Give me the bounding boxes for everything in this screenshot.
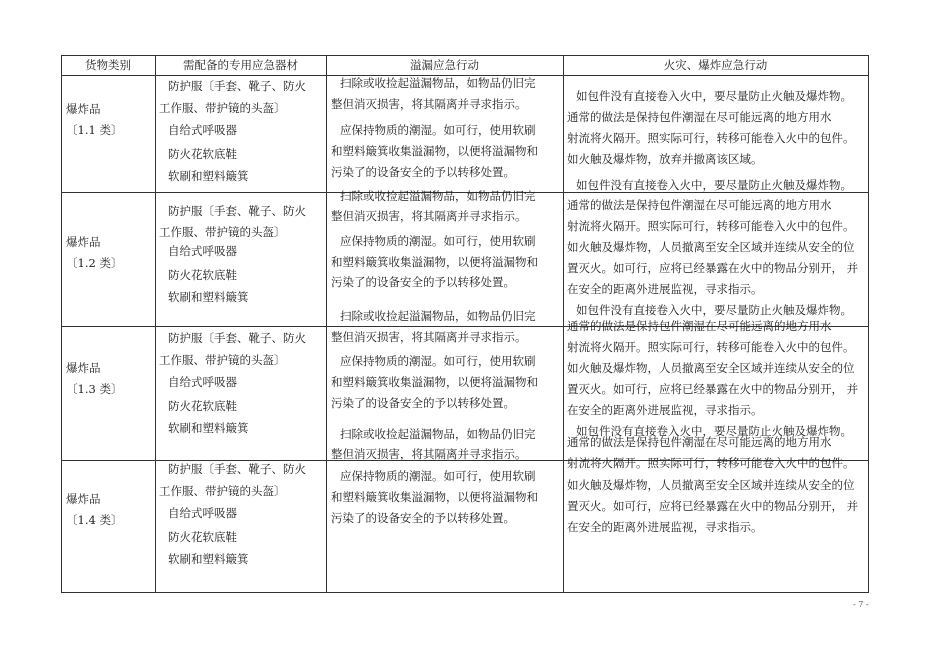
spill-line: 扫除或收捡起溢漏物品，如物品仍旧完 bbox=[340, 76, 536, 90]
fire-line: 通常的做法是保持包件潮湿在尽可能远离的地方用水 bbox=[567, 319, 832, 333]
spill-line: 扫除或收捡起溢漏物品，如物品仍旧完 bbox=[340, 189, 536, 203]
fire-line: 射流将火隔开。照实际可行，转移可能卷入火中的包件。 bbox=[567, 131, 855, 145]
equipment-line: 工作服、带护镜的头盔〕 bbox=[159, 101, 286, 115]
spill-line: 扫除或收捡起溢漏物品，如物品仍旧完 bbox=[340, 309, 536, 323]
category-class: 〔1.4 类〕 bbox=[66, 513, 123, 527]
equipment-line: 防护服〔手套、靴子、防火 bbox=[168, 331, 306, 345]
equipment-line: 防护服〔手套、靴子、防火 bbox=[168, 462, 306, 476]
header-category: 货物类别 bbox=[85, 58, 131, 72]
equipment-line: 防护服〔手套、靴子、防火 bbox=[168, 79, 306, 93]
spill-line: 应保持物质的潮湿。如可行，使用软刷 bbox=[340, 234, 536, 248]
spill-line: 和塑料簸箕收集溢漏物，以便将溢漏物和 bbox=[331, 490, 538, 504]
spill-line: 整但消灭损害，将其隔离并寻求指示。 bbox=[331, 97, 527, 111]
fire-line: 如包件没有直接卷入火中，要尽量防止火触及爆炸物。 bbox=[576, 178, 852, 192]
equipment-line: 防护服〔手套、靴子、防火 bbox=[168, 204, 306, 218]
header-equipment: 需配备的专用应急器材 bbox=[183, 58, 298, 72]
category-class: 〔1.2 类〕 bbox=[66, 256, 123, 270]
equipment-line: 防火花软底鞋 bbox=[168, 268, 237, 282]
equipment-line: 自给式呼吸器 bbox=[168, 375, 237, 389]
category-name: 爆炸品 bbox=[66, 492, 101, 506]
category-class: 〔1.1 类〕 bbox=[66, 123, 123, 137]
table-border-bottom bbox=[61, 592, 869, 593]
spill-line: 污染了的设备安全的予以转移处置。 bbox=[331, 511, 515, 525]
fire-line: 在安全的距离外进展监视，寻求指示。 bbox=[567, 520, 763, 534]
spill-line: 扫除或收捡起溢漏物品，如物品仍旧完 bbox=[340, 427, 536, 441]
fire-line: 置灭火。如可行，应将已经暴露在火中的物品分别开， 并 bbox=[567, 261, 859, 275]
fire-line: 如火触及爆炸物，人员撤离至安全区域并连续从安全的位 bbox=[567, 240, 855, 254]
table-border-left bbox=[61, 55, 62, 592]
spill-line: 污染了的设备安全的予以转移处置。 bbox=[331, 165, 515, 179]
table-border-right bbox=[868, 55, 869, 592]
page-number: - 7 - bbox=[853, 600, 869, 609]
fire-line: 通常的做法是保持包件潮湿在尽可能远离的地方用水 bbox=[567, 198, 832, 212]
equipment-line: 软刷和塑料簸箕 bbox=[168, 552, 249, 566]
spill-line: 和塑料簸箕收集溢漏物，以便将溢漏物和 bbox=[331, 375, 538, 389]
fire-line: 射流将火隔开。照实际可行，转移可能卷入火中的包件。 bbox=[567, 340, 855, 354]
fire-line: 如包件没有直接卷入火中，要尽量防止火触及爆炸物。 bbox=[576, 303, 852, 317]
spill-line: 和塑料簸箕收集溢漏物，以便将溢漏物和 bbox=[331, 255, 538, 269]
category-name: 爆炸品 bbox=[66, 235, 101, 249]
equipment-line: 软刷和塑料簸箕 bbox=[168, 421, 249, 435]
spill-line: 整但消灭损害，将其隔离并寻求指示。 bbox=[331, 447, 527, 461]
equipment-line: 自给式呼吸器 bbox=[168, 506, 237, 520]
spill-line: 整但消灭损害，将其隔离并寻求指示。 bbox=[331, 330, 527, 344]
equipment-line: 软刷和塑料簸箕 bbox=[168, 169, 249, 183]
equipment-line: 自给式呼吸器 bbox=[168, 123, 237, 137]
fire-line: 在安全的距离外进展监视，寻求指示。 bbox=[567, 403, 763, 417]
fire-line: 如火触及爆炸物，放弃并撤离该区域。 bbox=[567, 152, 763, 166]
equipment-line: 防火花软底鞋 bbox=[168, 399, 237, 413]
spill-line: 污染了的设备安全的予以转移处置。 bbox=[331, 396, 515, 410]
fire-line: 通常的做法是保持包件潮湿在尽可能远离的地方用水 bbox=[567, 435, 832, 449]
header-fire-action: 火灾、爆炸应急行动 bbox=[663, 58, 768, 72]
header-spill-action: 溢漏应急行动 bbox=[410, 58, 479, 72]
fire-line: 如包件没有直接卷入火中，要尽量防止火触及爆炸物。 bbox=[576, 424, 852, 438]
column-divider-3 bbox=[563, 55, 564, 592]
spill-line: 应保持物质的潮湿。如可行，使用软刷 bbox=[340, 123, 536, 137]
fire-line: 射流将火隔开。照实际可行，转移可能卷入火中的包件。 bbox=[567, 219, 855, 233]
fire-line: 置灭火。如可行，应将已经暴露在火中的物品分别开， 并 bbox=[567, 382, 859, 396]
spill-line: 和塑料簸箕收集溢漏物，以便将溢漏物和 bbox=[331, 144, 538, 158]
spill-line: 应保持物质的潮湿。如可行，使用软刷 bbox=[340, 354, 536, 368]
column-divider-2 bbox=[326, 55, 327, 592]
fire-line: 射流将火隔开。照实际可行，转移可能卷入火中的包件。 bbox=[567, 456, 855, 470]
fire-line: 如火触及爆炸物，人员撤离至安全区域并连续从安全的位 bbox=[567, 478, 855, 492]
equipment-line: 工作服、带护镜的头盔〕 bbox=[159, 353, 286, 367]
category-class: 〔1.3 类〕 bbox=[66, 382, 123, 396]
equipment-line: 自给式呼吸器 bbox=[168, 244, 237, 258]
category-name: 爆炸品 bbox=[66, 102, 101, 116]
spill-line: 整但消灭损害，将其隔离并寻求指示。 bbox=[331, 209, 527, 223]
equipment-line: 工作服、带护镜的头盔〕 bbox=[159, 484, 286, 498]
equipment-line: 软刷和塑料簸箕 bbox=[168, 290, 249, 304]
equipment-line: 防火花软底鞋 bbox=[168, 147, 237, 161]
fire-line: 置灭火。如可行，应将已经暴露在火中的物品分别开， 并 bbox=[567, 499, 859, 513]
spill-line: 污染了的设备安全的予以转移处置。 bbox=[331, 275, 515, 289]
column-divider-1 bbox=[155, 55, 156, 592]
fire-line: 如包件没有直接卷入火中，要尽量防止火触及爆炸物。 bbox=[576, 89, 852, 103]
fire-line: 在安全的距离外进展监视，寻求指示。 bbox=[567, 282, 763, 296]
spill-line: 应保持物质的潮湿。如可行，使用软刷 bbox=[340, 469, 536, 483]
category-name: 爆炸品 bbox=[66, 361, 101, 375]
equipment-line: 工作服、带护镜的头盔〕 bbox=[159, 225, 286, 239]
fire-line: 如火触及爆炸物，人员撤离至安全区域并连续从安全的位 bbox=[567, 361, 855, 375]
equipment-line: 防火花软底鞋 bbox=[168, 530, 237, 544]
fire-line: 通常的做法是保持包件潮湿在尽可能远离的地方用水 bbox=[567, 110, 832, 124]
